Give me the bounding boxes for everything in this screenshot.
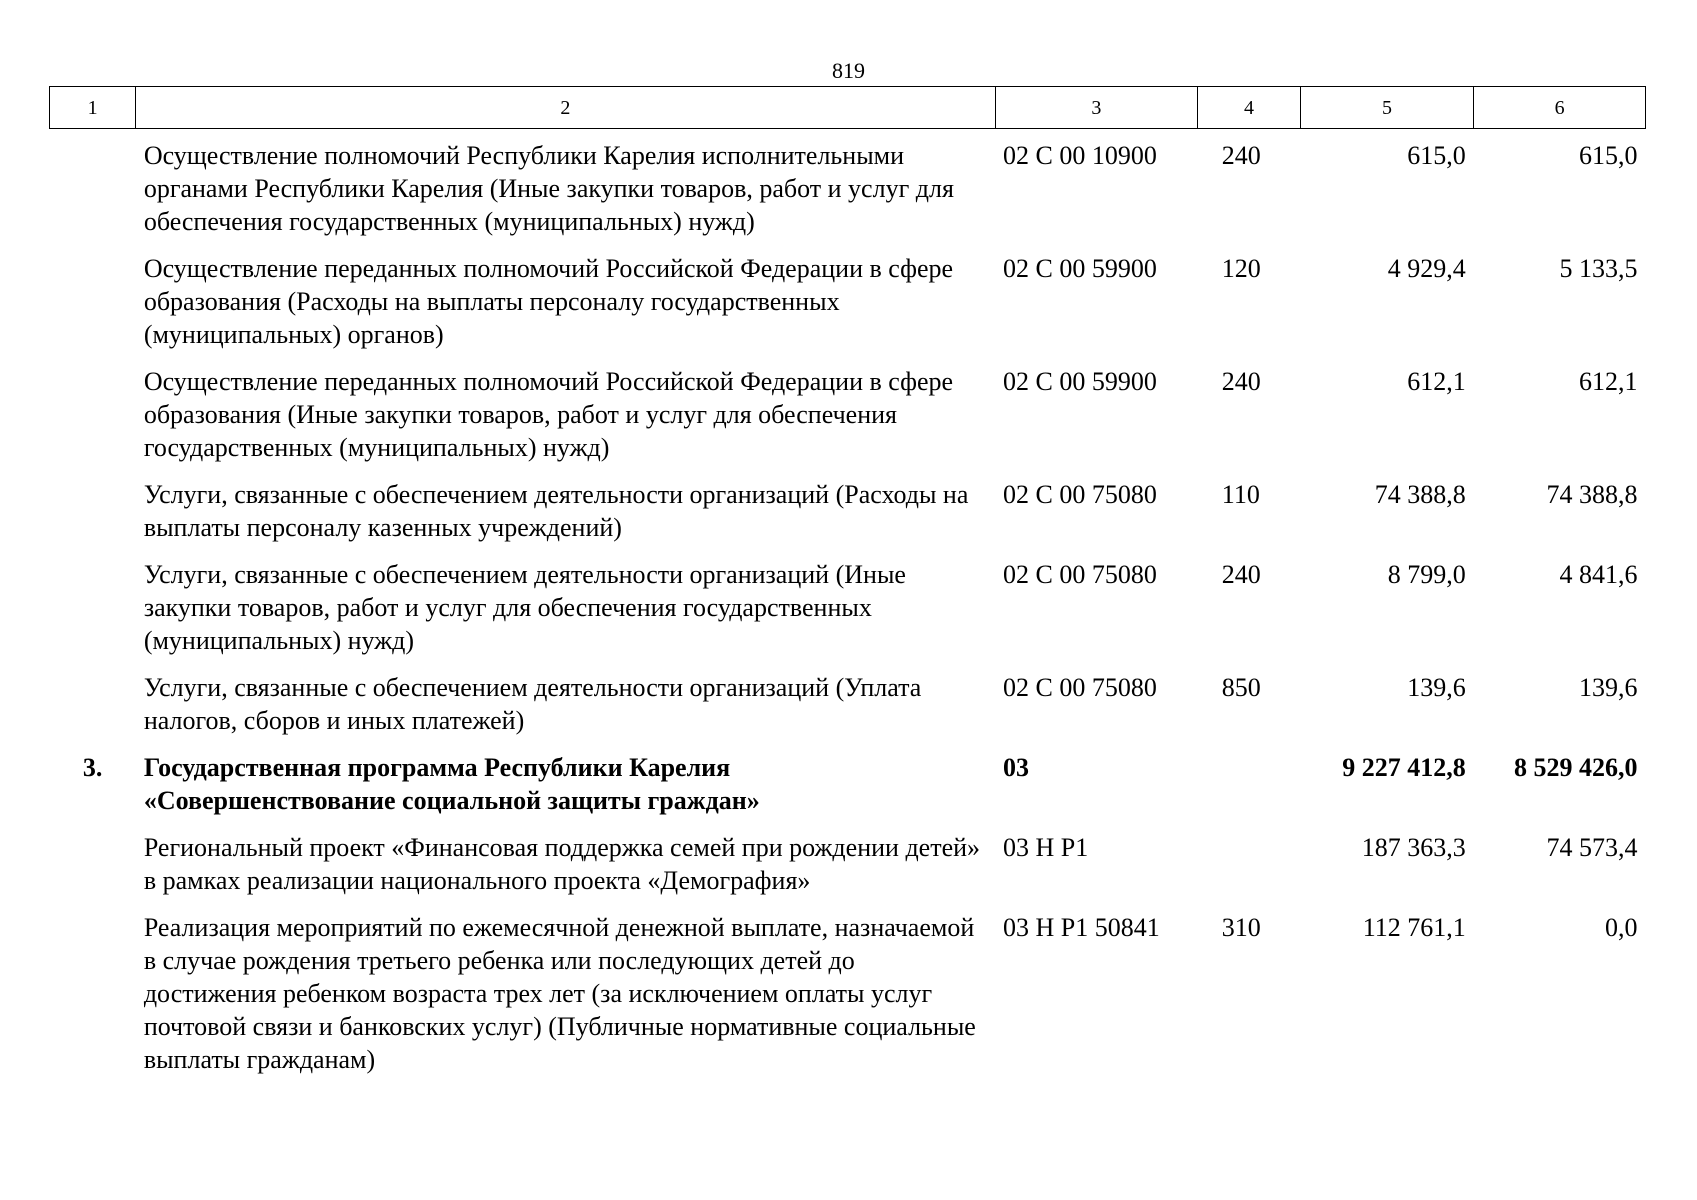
table-row — [50, 365, 1646, 478]
row-target-code: 02 С 00 75080 — [1003, 673, 1157, 702]
row-target-code: 02 С 00 75080 — [1003, 480, 1157, 509]
row-amount-year-1: 4 929,4 — [1387, 254, 1466, 283]
row-amount-year-2: 4 841,6 — [1559, 560, 1638, 589]
table-row — [50, 252, 1646, 365]
row-amount-year-1: 74 388,8 — [1374, 480, 1466, 509]
table-row — [50, 831, 1646, 911]
row-amount-year-2: 74 388,8 — [1546, 480, 1638, 509]
row-amount-year-2: 139,6 — [1579, 673, 1638, 702]
row-name: Услуги, связанные с обеспечением деятельности организаций (Уплата налогов, сборов и иных платежей) — [143, 673, 922, 735]
row-name: Осуществление переданных полномочий Российской Федерации в сфере образования (Расходы на выплаты персоналу государственных (муниципальных) органов) — [143, 254, 954, 349]
row-amount-year-2: 74 573,4 — [1546, 833, 1638, 862]
header-col-5: 5 — [1300, 87, 1474, 129]
table-body — [50, 129, 1646, 1091]
row-amount-year-2: 0,0 — [1605, 913, 1638, 942]
page-number: 819 — [832, 58, 865, 83]
row-name: Реализация мероприятий по ежемесячной денежной выплате, назначаемой в случае рождения третьего ребенка или последующих детей до достижения ребенком возраста трех лет (за исключением оплаты услуг почтовой связи и банковских услуг) (Публичные нормативные социальные выплаты гражданам) — [143, 913, 976, 1074]
row-number — [50, 671, 136, 751]
header-col-2: 2 — [136, 87, 995, 129]
row-amount-year-1: 612,1 — [1407, 367, 1466, 396]
row-expense-type — [1198, 831, 1300, 911]
row-expense-type — [1198, 751, 1300, 831]
row-target-code: 02 С 00 75080 — [1003, 560, 1157, 589]
row-name: Региональный проект «Финансовая поддержка семей при рождении детей» в рамках реализации национального проекта «Демография» — [143, 833, 981, 895]
row-number — [50, 129, 136, 253]
header-col-1: 1 — [50, 87, 136, 129]
table-row — [50, 751, 1646, 831]
table-row — [50, 911, 1646, 1090]
table-header — [50, 87, 1646, 129]
row-target-code: 02 С 00 59900 — [1003, 254, 1157, 283]
row-amount-year-2: 5 133,5 — [1559, 254, 1638, 283]
row-expense-type: 240 — [1221, 141, 1261, 170]
table-row — [50, 558, 1646, 671]
row-amount-year-1: 8 799,0 — [1387, 560, 1466, 589]
row-amount-year-1: 615,0 — [1407, 141, 1466, 170]
table-row — [50, 129, 1646, 253]
row-target-code: 02 С 00 59900 — [1003, 367, 1157, 396]
row-name: Услуги, связанные с обеспечением деятельности организаций (Расходы на выплаты персоналу казенных учреждений) — [143, 480, 969, 542]
row-expense-type: 120 — [1221, 254, 1261, 283]
row-target-code: 02 С 00 10900 — [1003, 141, 1157, 170]
row-number — [50, 365, 136, 478]
table-row — [50, 478, 1646, 558]
row-amount-year-2: 612,1 — [1579, 367, 1638, 396]
row-number — [50, 478, 136, 558]
row-expense-type: 850 — [1221, 673, 1261, 702]
row-number — [50, 558, 136, 671]
row-amount-year-1: 139,6 — [1407, 673, 1466, 702]
row-amount-year-2: 8 529 426,0 — [1514, 753, 1638, 782]
header-col-3: 3 — [995, 87, 1198, 129]
row-expense-type: 310 — [1221, 913, 1261, 942]
row-name: Осуществление полномочий Республики Карелия исполнительными органами Республики Карелия (Иные закупки товаров, работ и услуг для обеспечения государственных (муниципальных) нужд) — [143, 141, 954, 236]
row-amount-year-1: 187 363,3 — [1361, 833, 1466, 862]
row-target-code: 03 — [1003, 753, 1030, 782]
row-name: Государственная программа Республики Карелия «Совершенствование социальной защиты граждан» — [143, 753, 760, 815]
row-number — [50, 911, 136, 1090]
row-expense-type: 110 — [1221, 480, 1260, 509]
row-number: 3. — [82, 753, 103, 782]
header-col-4: 4 — [1198, 87, 1300, 129]
row-number — [50, 252, 136, 365]
row-amount-year-1: 9 227 412,8 — [1342, 753, 1466, 782]
row-expense-type: 240 — [1221, 367, 1261, 396]
header-col-6: 6 — [1474, 87, 1646, 129]
row-amount-year-2: 615,0 — [1579, 141, 1638, 170]
row-expense-type: 240 — [1221, 560, 1261, 589]
table-row — [50, 671, 1646, 751]
row-name: Услуги, связанные с обеспечением деятельности организаций (Иные закупки товаров, работ и услуг для обеспечения государственных (муниципальных) нужд) — [143, 560, 906, 655]
row-target-code: 03 Н Р1 50841 — [1003, 913, 1160, 942]
row-name: Осуществление переданных полномочий Российской Федерации в сфере образования (Иные закупки товаров, работ и услуг для обеспечения государственных (муниципальных) нужд) — [143, 367, 954, 462]
budget-table — [49, 86, 1646, 1090]
row-number — [50, 831, 136, 911]
row-target-code: 03 Н Р1 — [1003, 833, 1089, 862]
row-amount-year-1: 112 761,1 — [1362, 913, 1466, 942]
